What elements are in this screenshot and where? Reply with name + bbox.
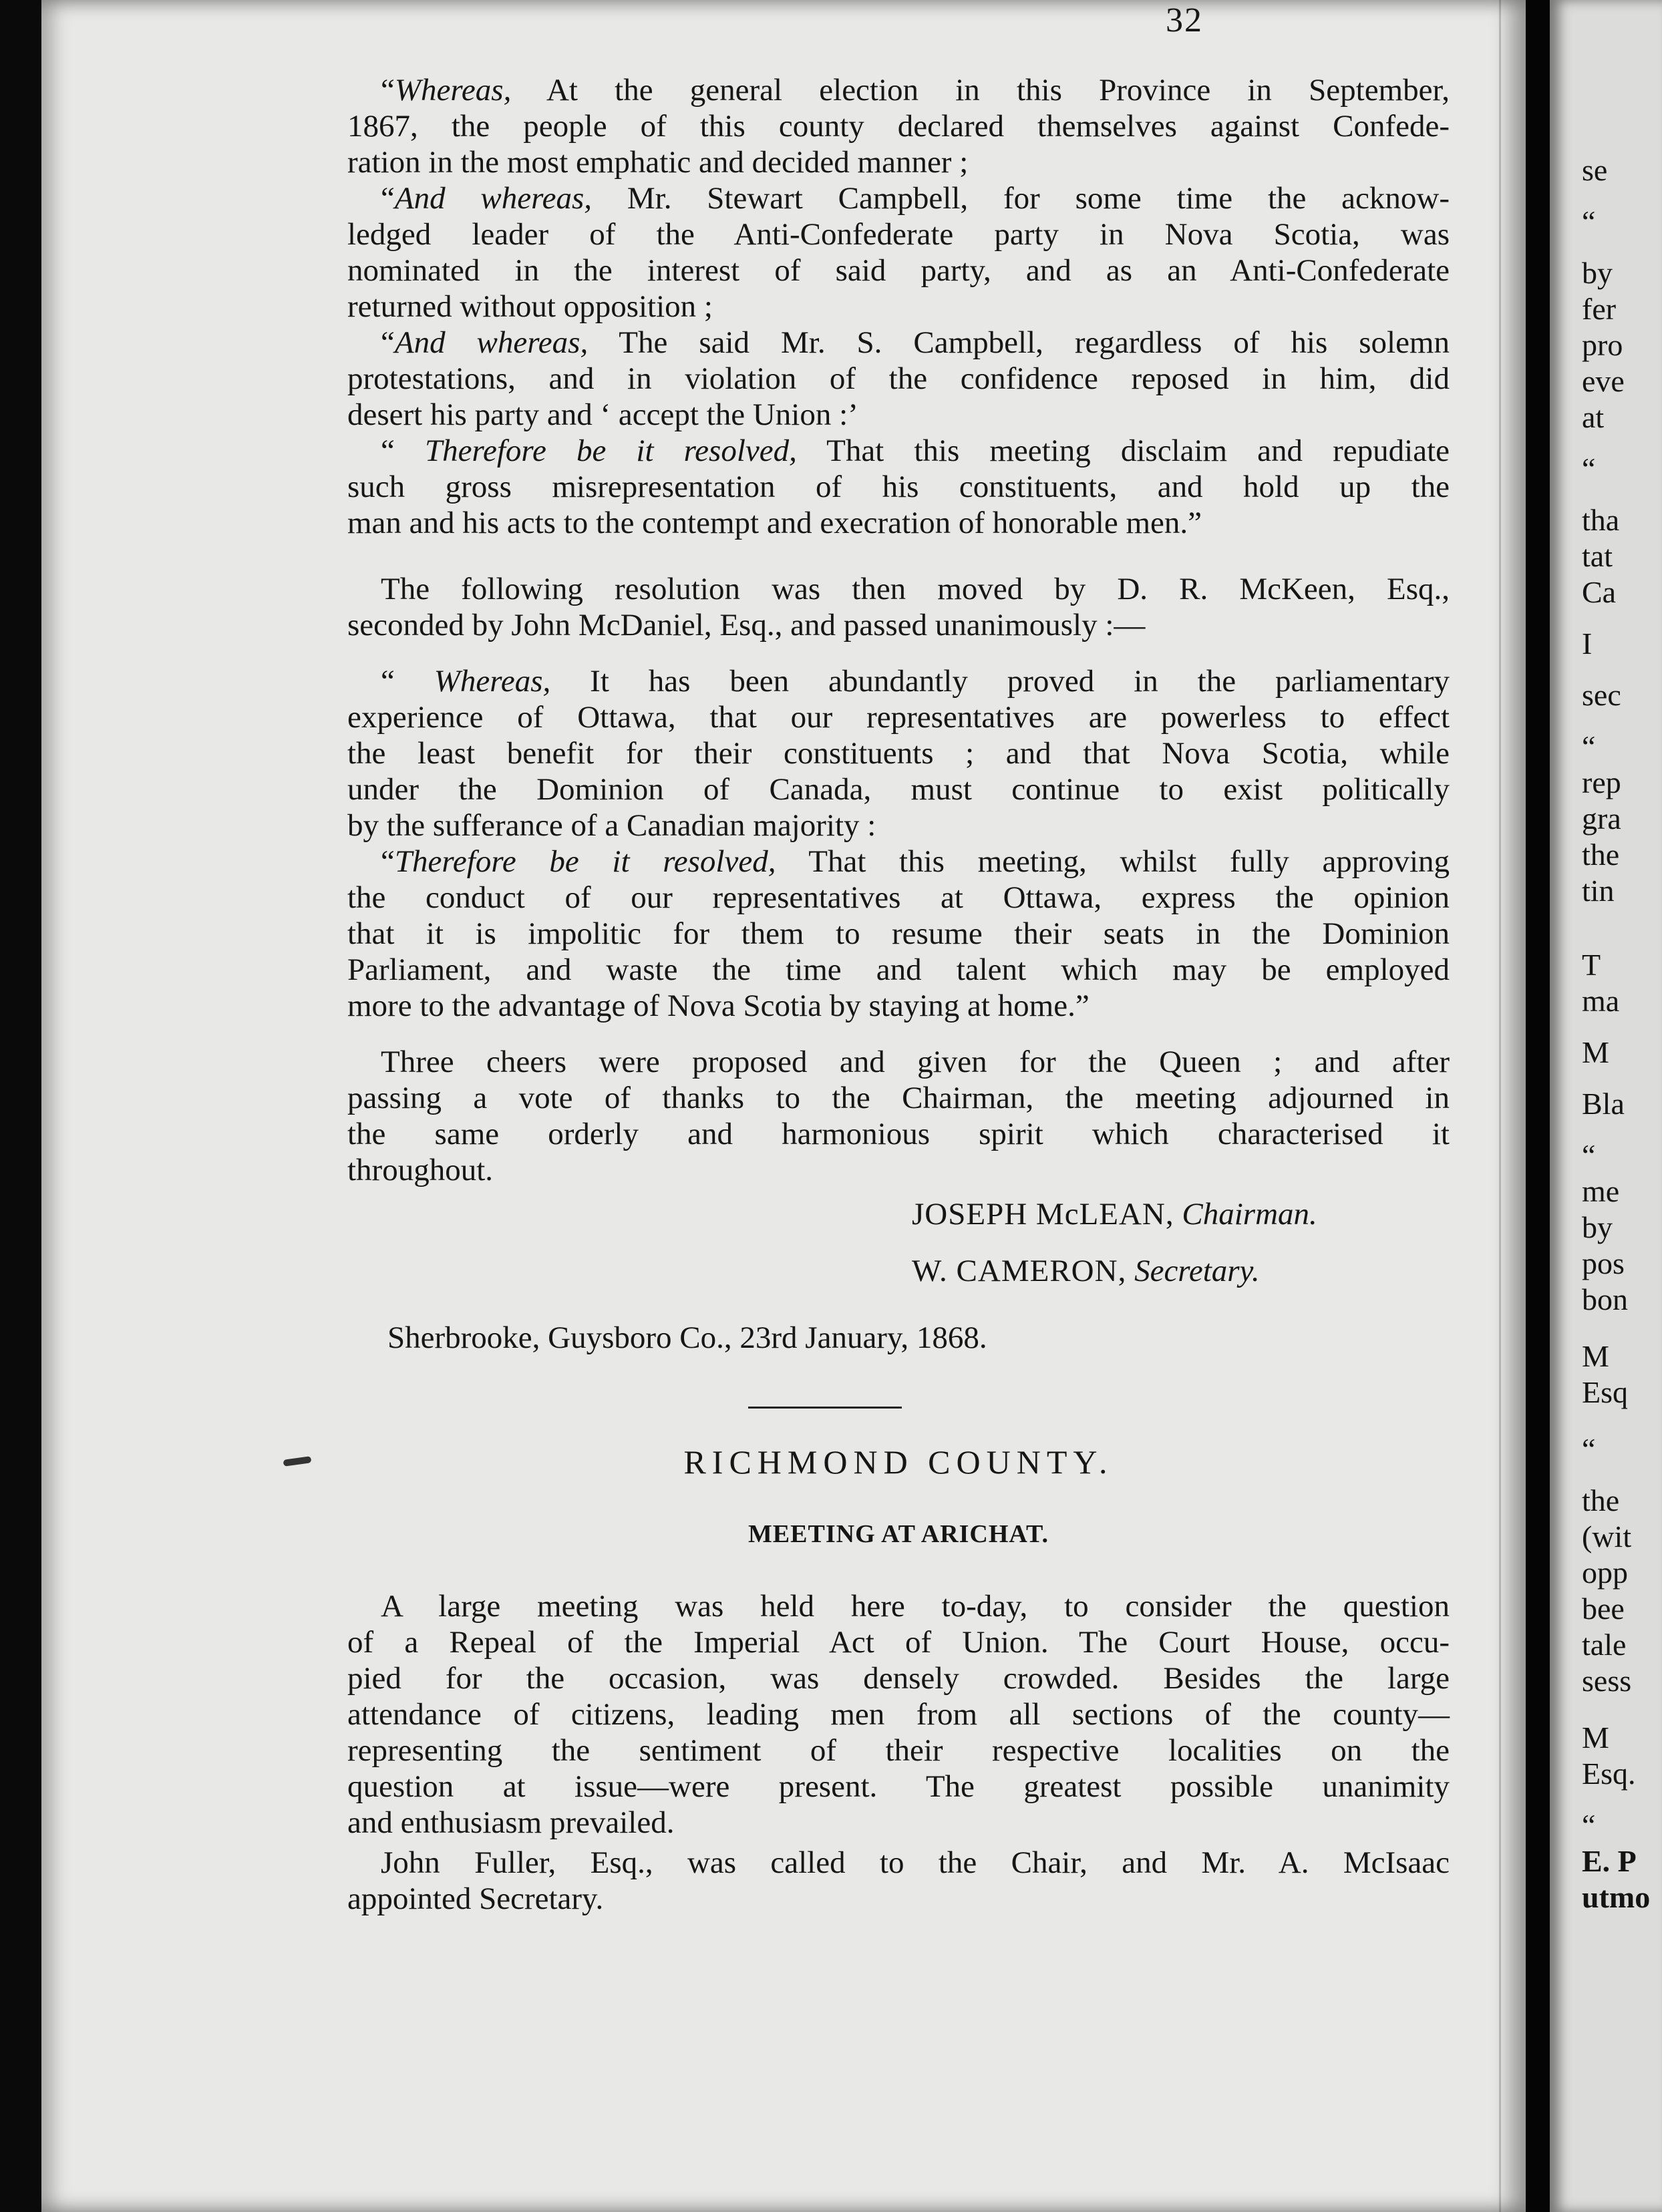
facing-page-fragment: utmo <box>1582 1880 1651 1914</box>
line-text: That this meeting disclaim and repudiate <box>796 433 1450 468</box>
text-line <box>347 289 1450 325</box>
line-text: ledged leader of the Anti-Confederate party in Nova Scotia, was <box>347 217 1450 252</box>
facing-page-fragment: fer <box>1582 292 1617 326</box>
text-line: and enthusiasm prevailed. <box>347 1805 675 1840</box>
facing-page-fragment: (wit <box>1582 1519 1632 1553</box>
text-line <box>347 361 1450 397</box>
line-text: desert his party and ‘ accept the Union :’ <box>347 397 858 432</box>
text-line: appointed Secretary. <box>347 1881 604 1916</box>
line-text: experience of Ottawa, that our representatives are powerless to effect <box>347 700 1450 735</box>
text-line <box>347 433 1450 469</box>
line-text: Mr. Stewart Campbell, for some time the acknow- <box>592 181 1450 216</box>
text-line <box>347 72 1450 108</box>
line-text: protestations, and in violation of the confidence reposed in him, did <box>347 361 1450 396</box>
line-text: the conduct of our representatives at Ottawa, express the opinion <box>347 880 1450 915</box>
signature-role: Chairman. <box>1182 1197 1317 1232</box>
signature-chairman <box>912 1196 1317 1232</box>
text-line <box>347 916 1450 952</box>
line-emphasis: Therefore be it resolved, <box>394 844 776 879</box>
facing-page-fragment: at <box>1582 400 1605 434</box>
facing-page-fragment: sess <box>1582 1664 1632 1698</box>
text-line <box>347 988 1450 1024</box>
facing-page-fragment: “ <box>1582 1432 1596 1466</box>
line-text: that it is impolitic for them to resume their seats in the Dominion <box>347 916 1450 951</box>
line-text: the least benefit for their constituents ; and that Nova Scotia, while <box>347 736 1450 771</box>
line-lead: “ <box>381 181 395 216</box>
signature-name: JOSEPH McLEAN, <box>912 1197 1174 1232</box>
facing-page-fragment: M <box>1582 1720 1609 1755</box>
line-text: more to the advantage of Nova Scotia by staying at home.” <box>347 988 1090 1023</box>
text-line <box>347 216 1450 252</box>
line-lead: “ <box>381 325 395 360</box>
dateline: Sherbrooke, Guysboro Co., 23rd January, 1868. <box>387 1320 987 1355</box>
facing-page-fragment: the <box>1582 1483 1620 1517</box>
signature-name: W. CAMERON, <box>912 1254 1127 1288</box>
text-line <box>347 108 1450 144</box>
text-line: Three cheers were proposed and given for the Queen ; and after <box>381 1045 1450 1079</box>
text-line <box>347 699 1450 735</box>
text-line <box>347 469 1450 505</box>
facing-page-fragment: Esq. <box>1582 1757 1636 1791</box>
line-lead: “ <box>381 844 395 879</box>
facing-page-fragment: “ <box>1582 204 1596 238</box>
text-line: the same orderly and harmonious spirit which characterised it <box>347 1117 1450 1151</box>
line-text: by the sufferance of a Canadian majority : <box>347 808 876 843</box>
text-line: representing the sentiment of their respective localities on the <box>347 1733 1450 1768</box>
text-line: seconded by John McDaniel, Esq., and passed unanimously :— <box>347 608 1146 642</box>
facing-page-fragment: eve <box>1582 364 1625 398</box>
text-line <box>347 663 1450 699</box>
facing-page-fragment: M <box>1582 1339 1609 1373</box>
facing-page-fragment: sec <box>1582 678 1621 712</box>
line-text: man and his acts to the contempt and execration of honorable men.” <box>347 506 1202 540</box>
facing-page-fragment: se <box>1582 153 1608 187</box>
text-line: The following resolution was then moved by D. R. McKeen, Esq., <box>381 572 1450 606</box>
text-line <box>347 325 1450 361</box>
text-line: attendance of citizens, leading men from all sections of the county— <box>347 1697 1450 1732</box>
facing-page-fragment: by <box>1582 256 1613 290</box>
facing-page-fragment: “ <box>1582 451 1596 486</box>
facing-page-fragment: ma <box>1582 984 1620 1018</box>
section-subheading: MEETING AT ARICHAT. <box>747 1520 1049 1548</box>
section-heading: RICHMOND COUNTY. <box>683 1443 1114 1481</box>
text-line <box>347 397 1450 433</box>
text-line <box>347 735 1450 771</box>
line-emphasis: Therefore be it resolved, <box>424 433 797 468</box>
text-line <box>347 505 1450 541</box>
line-text: nominated in the interest of said party, and as an Anti-Confederate <box>347 253 1450 288</box>
signature-role: Secretary. <box>1134 1254 1260 1288</box>
line-emphasis: Whereas, <box>434 664 551 699</box>
facing-page-fragment: Ca <box>1582 575 1617 609</box>
facing-page-fragment: tale <box>1582 1628 1627 1662</box>
facing-page-fragment: bon <box>1582 1282 1628 1316</box>
facing-page-fragment: tha <box>1582 503 1620 537</box>
line-text: The said Mr. S. Campbell, regardless of his solemn <box>588 325 1450 360</box>
section-rule <box>748 1407 902 1409</box>
line-text: under the Dominion of Canada, must continue to exist politically <box>347 772 1450 807</box>
facing-page-fragment: I <box>1582 626 1593 661</box>
facing-page-fragment: pro <box>1582 328 1623 362</box>
line-text: Parliament, and waste the time and talent which may be employed <box>347 952 1450 987</box>
text-line: passing a vote of thanks to the Chairman, the meeting adjourned in <box>347 1081 1450 1115</box>
facing-page-fragment: Esq <box>1582 1375 1628 1409</box>
text-line <box>347 844 1450 880</box>
text-line: A large meeting was held here to-day, to consider the question <box>381 1589 1450 1624</box>
text-line: question at issue—were present. The greatest possible unanimity <box>347 1769 1450 1804</box>
line-lead: “ <box>381 433 425 468</box>
text-line: of a Repeal of the Imperial Act of Union. The Court House, occu- <box>347 1625 1450 1660</box>
line-emphasis: Whereas, <box>394 73 512 108</box>
facing-page-fragment: pos <box>1582 1246 1625 1280</box>
line-lead: “ <box>381 73 395 108</box>
line-emphasis: And whereas, <box>394 181 593 216</box>
text-line <box>347 952 1450 988</box>
page-number: 32 <box>1166 1 1203 39</box>
text-line <box>347 144 1450 180</box>
facing-page-fragment: “ <box>1582 1138 1596 1172</box>
page-fold-shadow <box>1499 0 1501 2212</box>
line-emphasis: And whereas, <box>394 325 589 360</box>
facing-page-fragment: tin <box>1582 874 1615 908</box>
line-text: ration in the most emphatic and decided manner ; <box>347 145 969 180</box>
text-line <box>347 807 1450 844</box>
facing-page-fragment: by <box>1582 1210 1613 1244</box>
facing-page-fragment: T <box>1582 948 1601 982</box>
book-spine <box>1526 0 1550 2212</box>
facing-page-fragment: E. P <box>1582 1844 1637 1878</box>
facing-page-fragment: tat <box>1582 539 1613 573</box>
facing-page-fragment: me <box>1582 1174 1620 1208</box>
line-text: 1867, the people of this county declared themselves against Confede- <box>347 109 1450 144</box>
line-text: It has been abundantly proved in the parliamentary <box>550 664 1450 699</box>
text-line <box>347 252 1450 289</box>
facing-page-fragment: gra <box>1582 801 1621 836</box>
line-text: That this meeting, whilst fully approving <box>776 844 1450 879</box>
line-lead: “ <box>381 664 434 699</box>
text-line: John Fuller, Esq., was called to the Chair, and Mr. A. McIsaac <box>381 1845 1450 1880</box>
text-line: throughout. <box>347 1153 494 1187</box>
facing-page-fragment: “ <box>1582 729 1596 763</box>
facing-page-fragment: M <box>1582 1035 1609 1069</box>
facing-page-fragment: opp <box>1582 1555 1628 1590</box>
text-line <box>347 180 1450 216</box>
facing-page-fragment: bee <box>1582 1592 1625 1626</box>
facing-page-fragment: “ <box>1582 1808 1596 1842</box>
line-text: returned without opposition ; <box>347 289 713 324</box>
text-line: pied for the occasion, was densely crowded. Besides the large <box>347 1661 1450 1696</box>
facing-page-fragment: rep <box>1582 765 1621 799</box>
line-text: At the general election in this Province in September, <box>511 73 1450 108</box>
text-line <box>347 771 1450 807</box>
signature-secretary <box>912 1253 1260 1289</box>
facing-page-fragment: Bla <box>1582 1087 1625 1121</box>
text-line <box>347 880 1450 916</box>
facing-page-fragment: the <box>1582 838 1620 872</box>
line-text: such gross misrepresentation of his constituents, and hold up the <box>347 470 1450 504</box>
